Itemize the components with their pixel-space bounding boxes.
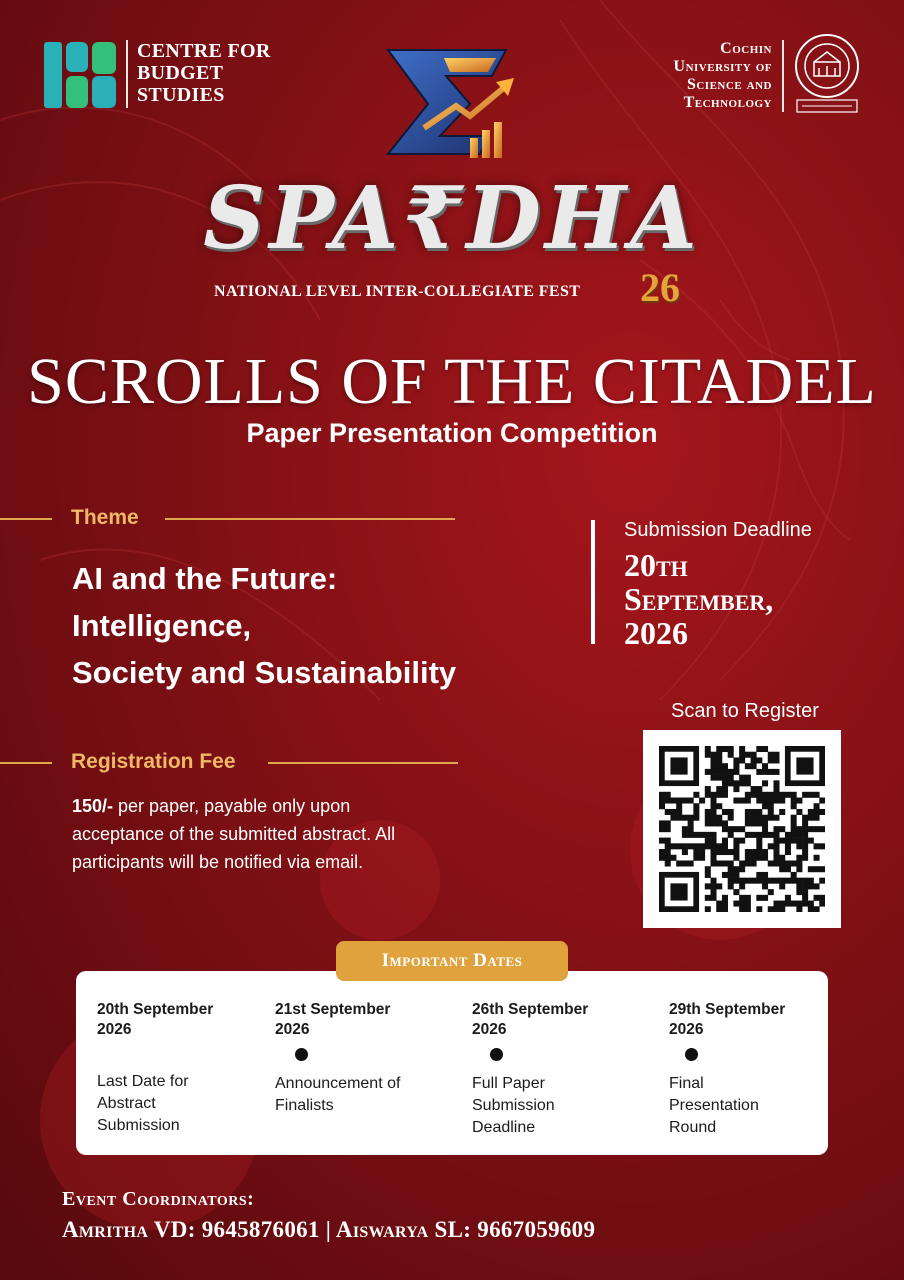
spardha-title: SPA₹DHA [203,168,701,269]
theme-label: Theme [71,506,139,529]
date-item-3 [472,1000,642,1139]
coordinators-contacts: Amritha VD: 9645876061 | Aiswarya SL: 9667059609 [62,1217,596,1242]
deadline-date [624,548,773,650]
registration-qr-code[interactable] [643,730,841,928]
fest-year: 26 [640,265,680,310]
date-line-2: 2026 [97,1021,132,1038]
fee-label: Registration Fee [71,750,236,773]
deadline-bar [591,520,595,644]
date-line-2: 2026 [669,1021,704,1038]
date-item-date [275,1000,445,1040]
date-item-date [669,1000,839,1040]
date-item-date [97,1000,267,1040]
cusat-line-1: Cochin [720,40,772,57]
timeline-dot [295,1048,308,1061]
date-item-4 [669,1000,839,1139]
scan-label: Scan to Register [671,700,819,722]
fee-description [72,792,402,876]
date-line-2: 2026 [275,1021,310,1038]
theme-line-2: Intelligence, [72,608,252,643]
theme-text [72,555,456,696]
spardha-emblem-icon [384,44,524,168]
important-dates-title: Important Dates [336,941,568,981]
cusat-seal-icon [792,32,862,114]
date-item-desc: Announcement of Finalists [275,1075,401,1114]
fee-amount: 150/- [72,796,114,816]
cbs-line-1: CENTRE FOR [137,40,271,62]
deadline-date-line-1: 20th [624,547,688,583]
date-item-date [472,1000,642,1040]
cbs-name [137,40,271,106]
date-line-1: 21st September [275,1001,391,1018]
timeline-dot [490,1048,503,1061]
cbs-divider [126,40,128,108]
cusat-line-4: Technology [683,94,772,111]
competition-subtitle: Paper Presentation Competition [246,418,658,448]
timeline-dot [685,1048,698,1061]
cbs-logo-icon [44,40,116,110]
date-line-1: 29th September [669,1001,786,1018]
qr-code-icon [659,746,825,912]
date-item-desc: Final Presentation Round [669,1075,759,1136]
coordinators-label: Event Coordinators: [62,1188,255,1210]
theme-rule-right [165,518,455,520]
theme-line-1: AI and the Future: [72,561,338,596]
deadline-date-line-2: September, [624,581,774,617]
cusat-divider [782,40,784,112]
fee-text: per paper, payable only upon acceptance of the submitted abstract. All participants will be notified via email. [72,796,396,872]
date-item-2 [275,1000,445,1117]
theme-rule-left [0,518,52,520]
date-line-1: 20th September [97,1001,214,1018]
fest-tagline: NATIONAL LEVEL INTER-COLLEGIATE FEST [214,283,581,300]
fee-rule-left [0,762,52,764]
theme-line-3: Society and Sustainability [72,655,457,690]
competition-title: SCROLLS OF THE CITADEL [27,345,877,418]
cusat-name [674,40,772,112]
cbs-line-3: STUDIES [137,84,225,106]
date-item-desc: Full Paper Submission Deadline [472,1075,555,1136]
date-line-2: 2026 [472,1021,507,1038]
cusat-line-2: University of [673,58,772,75]
date-line-1: 26th September [472,1001,589,1018]
date-item-1 [97,1000,267,1137]
deadline-date-line-3: 2026 [624,615,688,651]
fee-rule-right [268,762,458,764]
cbs-line-2: BUDGET [137,62,224,84]
deadline-label: Submission Deadline [624,519,812,541]
date-item-desc: Last Date for Abstract Submission [97,1073,189,1134]
cusat-line-3: Science and [686,76,772,93]
